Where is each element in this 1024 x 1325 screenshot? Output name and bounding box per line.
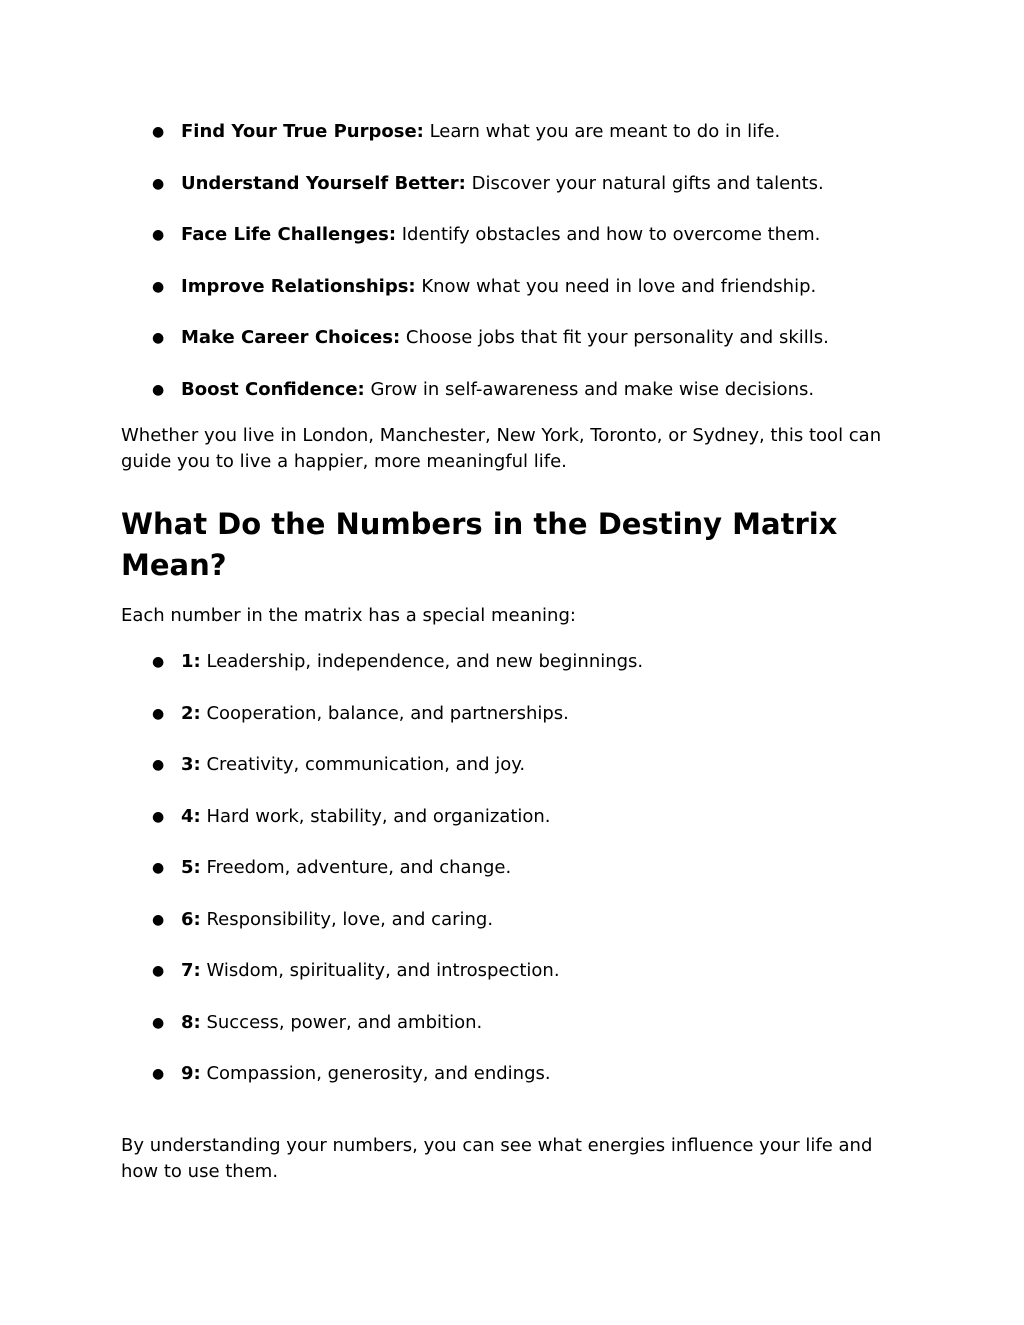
bullet-dot-icon: ● [152,1015,165,1031]
bullet-desc: Success, power, and ambition. [200,1012,483,1033]
list-item [152,703,921,725]
list-item [152,224,921,246]
list-item [152,1012,921,1034]
bullet-dot-icon: ● [152,912,165,928]
bullet-term: Boost Confidence: [181,379,365,400]
list-item [152,754,921,776]
section-heading: What Do the Numbers in the Destiny Matrix Mean? [121,507,838,582]
bullet-desc: Grow in self-awareness and make wise decisions. [364,379,815,400]
list-item [152,651,921,673]
list-item [152,960,921,982]
bullet-dot-icon: ● [152,124,165,140]
list-item [152,806,921,828]
bullet-desc: Cooperation, balance, and partnerships. [200,703,569,724]
list-item [152,327,921,349]
list-item [152,276,921,298]
bullet-term: 4: [181,806,201,827]
bullet-desc: Leadership, independence, and new beginnings. [200,651,644,672]
bullet-dot-icon: ● [152,1066,165,1082]
bullet-desc: Identify obstacles and how to overcome them. [396,224,821,245]
bullet-desc: Know what you need in love and friendship. [415,276,817,297]
bullet-dot-icon: ● [152,809,165,825]
bullet-dot-icon: ● [152,382,165,398]
bullet-desc: Hard work, stability, and organization. [200,806,551,827]
intro-paragraph: Each number in the matrix has a special meaning: [121,605,576,626]
bullet-desc: Compassion, generosity, and endings. [200,1063,551,1084]
bullet-term: 6: [181,909,201,930]
bullet-desc: Discover your natural gifts and talents. [465,173,824,194]
bullet-desc: Choose jobs that fit your personality and skills. [400,327,829,348]
closing-paragraph: By understanding your numbers, you can see what energies influence your life and how to use them. [121,1135,873,1182]
bullet-term: 3: [181,754,201,775]
bullet-term: Understand Yourself Better: [181,173,466,194]
bullet-desc: Freedom, adventure, and change. [200,857,512,878]
list-item [152,857,921,879]
bullet-dot-icon: ● [152,963,165,979]
bullet-dot-icon: ● [152,654,165,670]
bullet-dot-icon: ● [152,330,165,346]
bullet-term: Face Life Challenges: [181,224,397,245]
list-item [152,173,921,195]
bullet-term: Find Your True Purpose: [181,121,424,142]
list-item [152,379,921,401]
bullet-dot-icon: ● [152,757,165,773]
bullet-term: Make Career Choices: [181,327,401,348]
bullet-term: 9: [181,1063,201,1084]
list-item [152,1063,921,1085]
bullet-term: Improve Relationships: [181,276,416,297]
bullet-desc: Creativity, communication, and joy. [200,754,526,775]
bullet-desc: Learn what you are meant to do in life. [423,121,781,142]
bullet-term: 7: [181,960,201,981]
list-item [152,909,921,931]
location-paragraph: Whether you live in London, Manchester, New York, Toronto, or Sydney, this tool can guide you to live a happier, more meaningful life. [121,425,882,472]
bullet-dot-icon: ● [152,227,165,243]
bullet-term: 1: [181,651,201,672]
bullet-term: 8: [181,1012,201,1033]
bullet-term: 5: [181,857,201,878]
list-item [152,121,921,143]
bullet-dot-icon: ● [152,279,165,295]
bullet-desc: Responsibility, love, and caring. [200,909,494,930]
bullet-dot-icon: ● [152,706,165,722]
bullet-desc: Wisdom, spirituality, and introspection. [200,960,560,981]
bullet-dot-icon: ● [152,860,165,876]
bullet-dot-icon: ● [152,176,165,192]
bullet-term: 2: [181,703,201,724]
